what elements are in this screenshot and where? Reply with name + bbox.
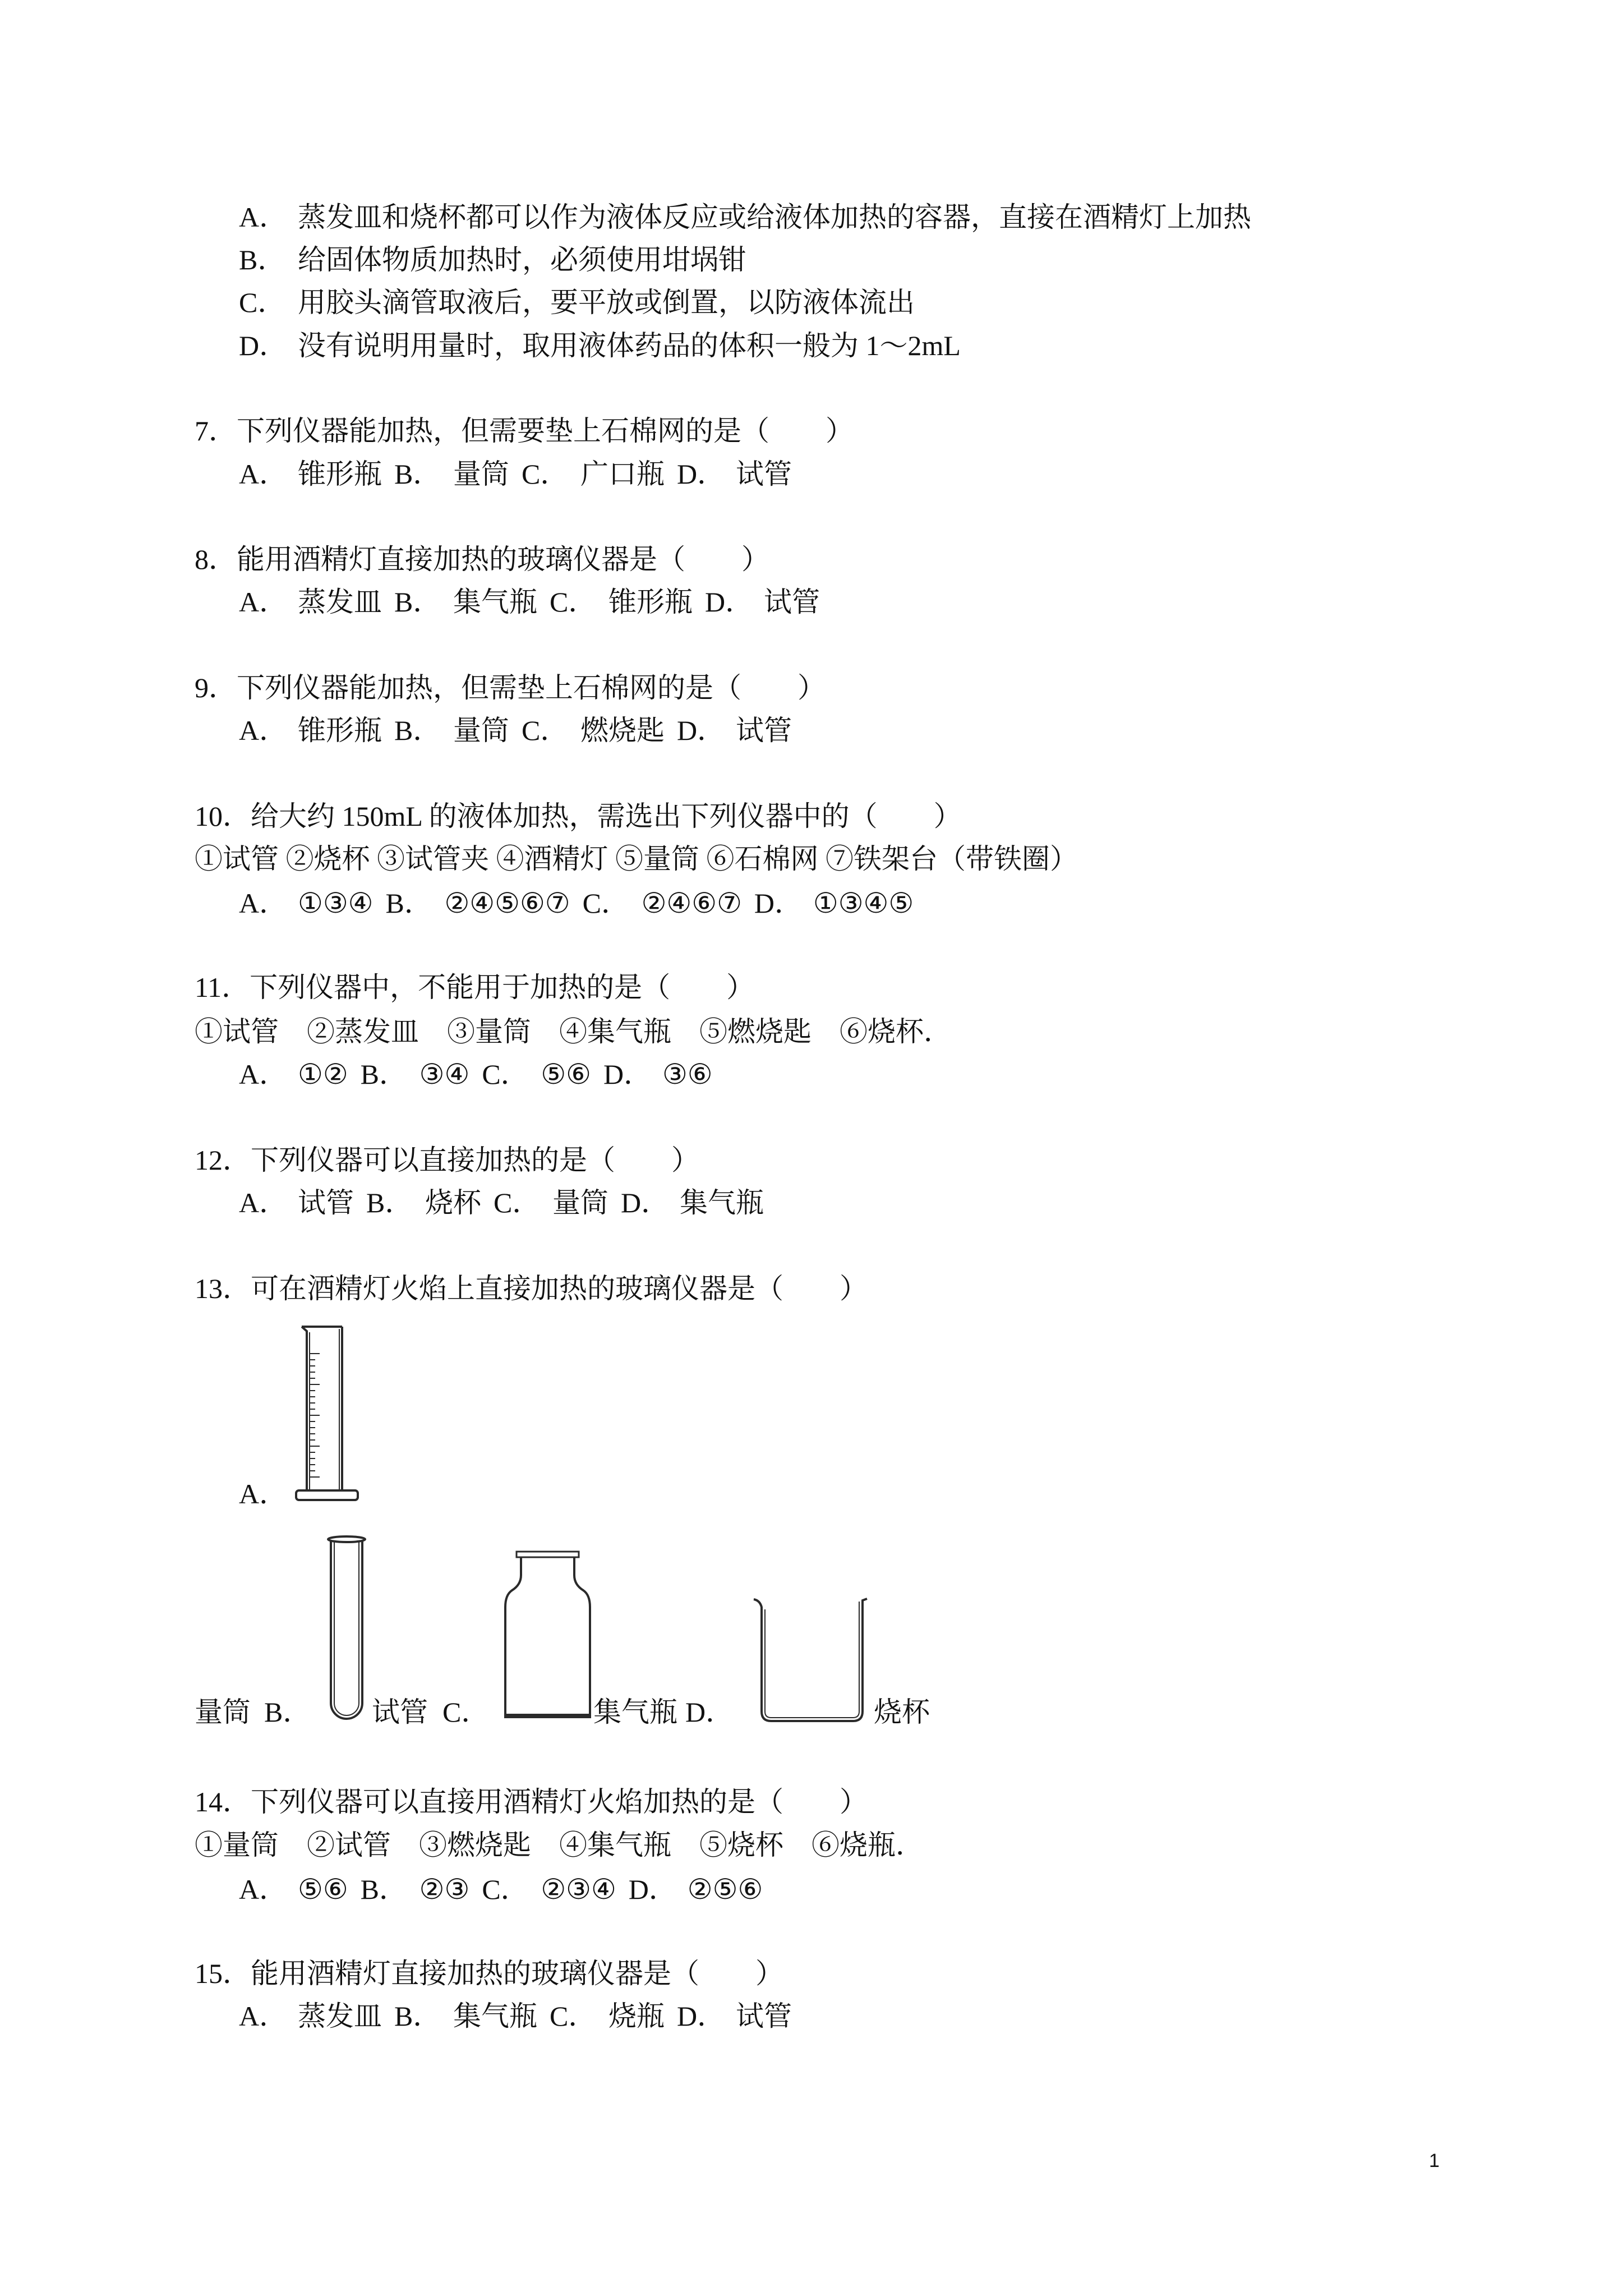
q9-option-b-text: 量筒 [453, 715, 509, 746]
test-tube-rim [328, 1536, 365, 1542]
q13-option-a-label: A． [239, 1478, 288, 1510]
q11-options [239, 1057, 725, 1091]
q11-option-a-text: ①② [298, 1059, 348, 1090]
beaker-body [754, 1599, 867, 1721]
q14-options [239, 1872, 775, 1906]
q12-options [239, 1186, 776, 1220]
q6-option-a-text: 蒸发皿和烧杯都可以作为液体反应或给液体加热的容器，直接在酒精灯上加热 [298, 201, 1251, 233]
q14-stem: 14．下列仪器可以直接用酒精灯火焰加热的是（ ） [195, 1786, 868, 1818]
q9-option-c-text: 燃烧匙 [580, 715, 665, 746]
q12-option-d-label: D． [621, 1187, 670, 1218]
q6-option-b [239, 243, 746, 277]
q11-option-c-label: C． [482, 1059, 529, 1090]
q15-option-d-text: 试管 [736, 2000, 792, 2032]
q15-option-a-label: A． [239, 2000, 288, 2032]
q10-option-b-label: B． [385, 887, 432, 919]
q8-option-a-label: A． [239, 586, 288, 618]
q13-option-a-text: 量筒 [195, 1696, 251, 1728]
q10-option-c-label: C． [582, 887, 629, 919]
q14-option-d-label: D． [628, 1874, 677, 1905]
q7-option-d-label: D． [677, 458, 726, 490]
q12-option-b-text: 烧杯 [425, 1187, 481, 1218]
cylinder-base [296, 1490, 358, 1500]
q10-options [239, 886, 926, 920]
q8-option-c-text: 锥形瓶 [608, 586, 693, 618]
cylinder-body [302, 1327, 342, 1490]
beaker-icon [753, 1597, 870, 1724]
q13-stem: 13．可在酒精灯火焰上直接加热的玻璃仪器是（ ） [195, 1273, 868, 1304]
q7-option-b-text: 量筒 [453, 458, 509, 490]
q10-option-c-text: ②④⑥⑦ [641, 887, 742, 919]
q6-option-a [239, 200, 1251, 234]
q13-option-d-text: 烧杯 [874, 1696, 930, 1728]
q14-option-c-text: ②③④ [541, 1874, 616, 1905]
q10-option-a-label: A． [239, 887, 288, 919]
q7-options [239, 457, 804, 491]
q8-option-a-text: 蒸发皿 [298, 586, 382, 618]
q9-options [239, 714, 804, 747]
q11-option-d-text: ③⑥ [662, 1059, 713, 1090]
q8-options [239, 585, 832, 619]
q6-option-c-label: C． [239, 287, 286, 318]
q15-option-c-text: 烧瓶 [608, 2000, 665, 2032]
q7-option-a-label: A． [239, 458, 288, 490]
q6-option-b-text: 给固体物质加热时，必须使用坩埚钳 [298, 244, 746, 275]
q13-option-b-label: B． [264, 1696, 311, 1728]
q14-items: ①量筒 ②试管 ③燃烧匙 ④集气瓶 ⑤烧杯 ⑥烧瓶． [195, 1829, 924, 1861]
q8-option-b-text: 集气瓶 [453, 586, 537, 618]
q14-option-b-label: B． [360, 1874, 408, 1905]
q11-option-d-label: D． [603, 1059, 652, 1090]
q12-option-c-label: C． [494, 1187, 541, 1218]
test-tube-icon [325, 1535, 369, 1724]
q14-option-a-label: A． [239, 1874, 288, 1905]
test-tube-inner-wall [334, 1542, 359, 1715]
q6-option-d [239, 329, 961, 362]
q8-stem: 8．能用酒精灯直接加热的玻璃仪器是（ ） [195, 544, 769, 575]
q15-option-a-text: 蒸发皿 [298, 2000, 382, 2032]
q12-option-a-label: A． [239, 1187, 288, 1218]
q11-option-b-label: B． [360, 1059, 408, 1090]
q12-option-a-text: 试管 [298, 1187, 354, 1218]
q14-option-b-text: ②③ [419, 1874, 470, 1905]
q7-option-b-label: B． [394, 458, 441, 490]
q15-option-b-text: 集气瓶 [453, 2000, 537, 2032]
q11-option-b-text: ③④ [419, 1059, 470, 1090]
beaker-inner-wall [765, 1602, 859, 1718]
q12-option-b-label: B． [366, 1187, 413, 1218]
page-number: 1 [1429, 2150, 1440, 2171]
gas-jar-icon [502, 1550, 593, 1721]
q7-option-c-text: 广口瓶 [580, 458, 665, 490]
q15-option-b-label: B． [394, 2000, 441, 2032]
q9-option-a-text: 锥形瓶 [298, 715, 382, 746]
q13-option-b-text: 试管 [372, 1696, 428, 1728]
q8-option-b-label: B． [394, 586, 441, 618]
test-tube-body [331, 1541, 362, 1719]
q9-option-a-label: A． [239, 715, 288, 746]
gas-jar-mouth [517, 1552, 579, 1557]
q13-option-c-text: 集气瓶 [593, 1696, 677, 1728]
q6-option-b-label: B． [239, 244, 286, 275]
q12-option-c-text: 量筒 [552, 1187, 608, 1218]
q11-option-a-label: A． [239, 1059, 288, 1090]
q10-option-d-text: ①③④⑤ [813, 887, 914, 919]
q9-option-d-label: D． [677, 715, 726, 746]
q13-option-d-label: D． [685, 1696, 734, 1728]
q8-option-c-label: C． [550, 586, 597, 618]
q9-option-b-label: B． [394, 715, 441, 746]
q6-option-c [239, 286, 915, 319]
q9-stem: 9．下列仪器能加热，但需垫上石棉网的是（ ） [195, 672, 826, 703]
q10-items: ①试管 ②烧杯 ③试管夹 ④酒精灯 ⑤量筒 ⑥石棉网 ⑦铁架台（带铁圈） [195, 843, 1078, 875]
q7-option-a-text: 锥形瓶 [298, 458, 382, 490]
q15-option-c-label: C． [550, 2000, 597, 2032]
q9-option-c-label: C． [522, 715, 569, 746]
q10-option-d-label: D． [754, 887, 803, 919]
q12-stem: 12．下列仪器可以直接加热的是（ ） [195, 1144, 699, 1176]
q11-items: ①试管 ②蒸发皿 ③量筒 ④集气瓶 ⑤燃烧匙 ⑥烧杯． [195, 1016, 952, 1047]
q6-option-d-label: D． [239, 330, 288, 361]
gas-jar-body [505, 1557, 590, 1717]
q15-option-d-label: D． [677, 2000, 726, 2032]
q15-options [239, 1999, 804, 2033]
q11-stem: 11．下列仪器中，不能用于加热的是（ ） [195, 972, 755, 1003]
q6-option-a-label: A． [239, 201, 288, 233]
cylinder-scale-marks [310, 1354, 320, 1477]
q10-option-b-text: ②④⑤⑥⑦ [444, 887, 570, 919]
q14-option-a-text: ⑤⑥ [298, 1874, 348, 1905]
q14-option-d-text: ②⑤⑥ [687, 1874, 763, 1905]
q13-option-c-label: C． [442, 1696, 490, 1728]
q8-option-d-label: D． [705, 586, 754, 618]
q10-option-a-text: ①③④ [298, 887, 374, 919]
q7-option-c-label: C． [522, 458, 569, 490]
q14-option-c-label: C． [482, 1874, 529, 1905]
q15-stem: 15．能用酒精灯直接加热的玻璃仪器是（ ） [195, 1958, 783, 1989]
q9-option-d-text: 试管 [736, 715, 792, 746]
q10-stem: 10．给大约 150mL 的液体加热，需选出下列仪器中的（ ） [195, 800, 962, 832]
q7-stem: 7．下列仪器能加热，但需要垫上石棉网的是（ ） [195, 415, 854, 447]
q8-option-d-text: 试管 [764, 586, 820, 618]
graduated-cylinder-icon [295, 1326, 359, 1502]
q7-option-d-text: 试管 [736, 458, 792, 490]
q6-option-c-text: 用胶头滴管取液后，要平放或倒置，以防液体流出 [298, 287, 915, 318]
q6-option-d-text: 没有说明用量时，取用液体药品的体积一般为 1～2mL [298, 330, 961, 361]
q11-option-c-text: ⑤⑥ [541, 1059, 591, 1090]
q12-option-d-text: 集气瓶 [680, 1187, 764, 1218]
